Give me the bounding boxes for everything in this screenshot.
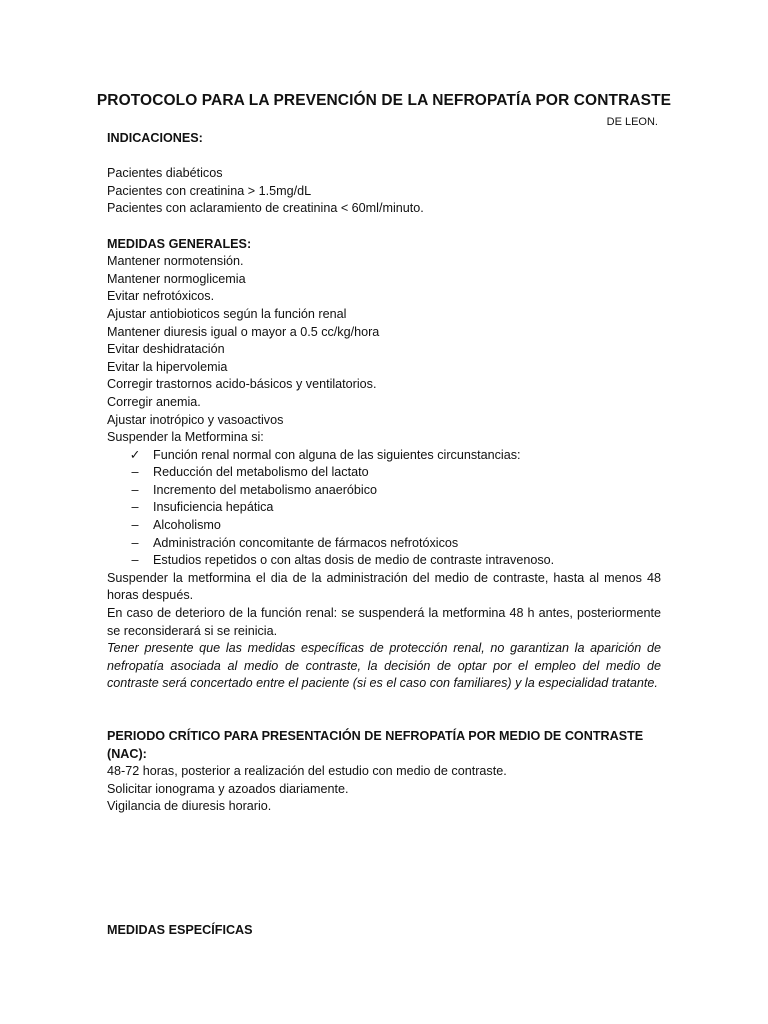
list-item [107,535,661,553]
medida-item: Mantener normotensión. [107,254,244,269]
list-item-text: Reducción del metabolismo del lactato [153,465,369,480]
list-item-text: Incremento del metabolismo anaeróbico [153,482,378,497]
list-item [107,517,661,535]
list-item-text: Estudios repetidos o con altas dosis de medio de contraste intravenoso. [153,553,555,568]
medida-item: Evitar la hipervolemia [107,359,228,374]
list-item [107,482,661,500]
medida-item: Evitar nefrotóxicos. [107,289,215,304]
medida-item: Mantener diuresis igual o mayor a 0.5 cc/kg/hora [107,324,380,339]
medida-item: Ajustar antiobioticos según la función renal [107,306,347,321]
medida-item: Ajustar inotrópico y vasoactivos [107,412,284,427]
dash-bullet-icon: – [131,535,139,550]
periodo-item: Solicitar ionograma y azoados diariamente. [107,781,349,796]
document-title: PROTOCOLO PARA LA PREVENCIÓN DE LA NEFROPATÍA POR CONTRASTE [96,92,672,109]
document-body [107,130,661,940]
document-author: DE LEON. [606,116,658,128]
list-item-text: Función renal normal con alguna de las siguientes circunstancias: [153,447,521,462]
indicacion-item: Pacientes diabéticos [107,166,223,181]
dash-bullet-icon: – [131,518,139,533]
dash-bullet-icon: – [131,465,139,480]
metformina-conditions-list [107,447,661,570]
section-heading-periodo-critico: PERIODO CRÍTICO PARA PRESENTACIÓN DE NEFROPATÍA POR MEDIO DE CONTRASTE (NAC): [107,729,644,761]
medida-item: Corregir trastornos acido-básicos y ventilatorios. [107,377,377,392]
medida-item: Corregir anemia. [107,394,201,409]
medida-item: Evitar deshidratación [107,342,225,357]
list-item-text: Administración concomitante de fármacos nefrotóxicos [153,535,459,550]
list-item [107,464,661,482]
checkmark-icon: ✓ [129,447,141,462]
list-item [107,552,661,570]
dash-bullet-icon: – [131,553,139,568]
section-heading-medidas-generales: MEDIDAS GENERALES: [107,236,252,251]
medida-item: Suspender la Metformina si: [107,430,264,445]
medida-item: Mantener normoglicemia [107,271,246,286]
metformina-paragraph: Suspender la metformina el dia de la administración del medio de contraste, hasta al menos 48 horas después. [107,570,661,603]
note-paragraph: Tener presente que las medidas específicas de protección renal, no garantizan la aparición de nefropatía asociada al medio de contraste, la decisión de optar por el empleo del medio de contraste será concertado entre el paciente (si es el caso con familiares) y la especialidad tratante. [107,641,661,691]
section-heading-medidas-especificas: MEDIDAS ESPECÍFICAS [107,922,253,937]
periodo-item: 48-72 horas, posterior a realización del estudio con medio de contraste. [107,764,507,779]
deterioro-paragraph: En caso de deterioro de la función renal: se suspenderá la metformina 48 h antes, posteriormente se reconsiderará si se reinicia. [107,606,661,638]
section-heading-indicaciones: INDICACIONES: [107,131,203,145]
periodo-item: Vigilancia de diuresis horario. [107,799,272,814]
dash-bullet-icon: – [131,482,139,497]
indicacion-item: Pacientes con aclaramiento de creatinina < 60ml/minuto. [107,201,424,216]
list-item [107,447,661,465]
dash-bullet-icon: – [131,500,139,515]
list-item-text: Insuficiencia hepática [153,500,274,515]
indicacion-item: Pacientes con creatinina > 1.5mg/dL [107,183,312,198]
list-item-text: Alcoholismo [153,518,221,533]
list-item [107,499,661,517]
